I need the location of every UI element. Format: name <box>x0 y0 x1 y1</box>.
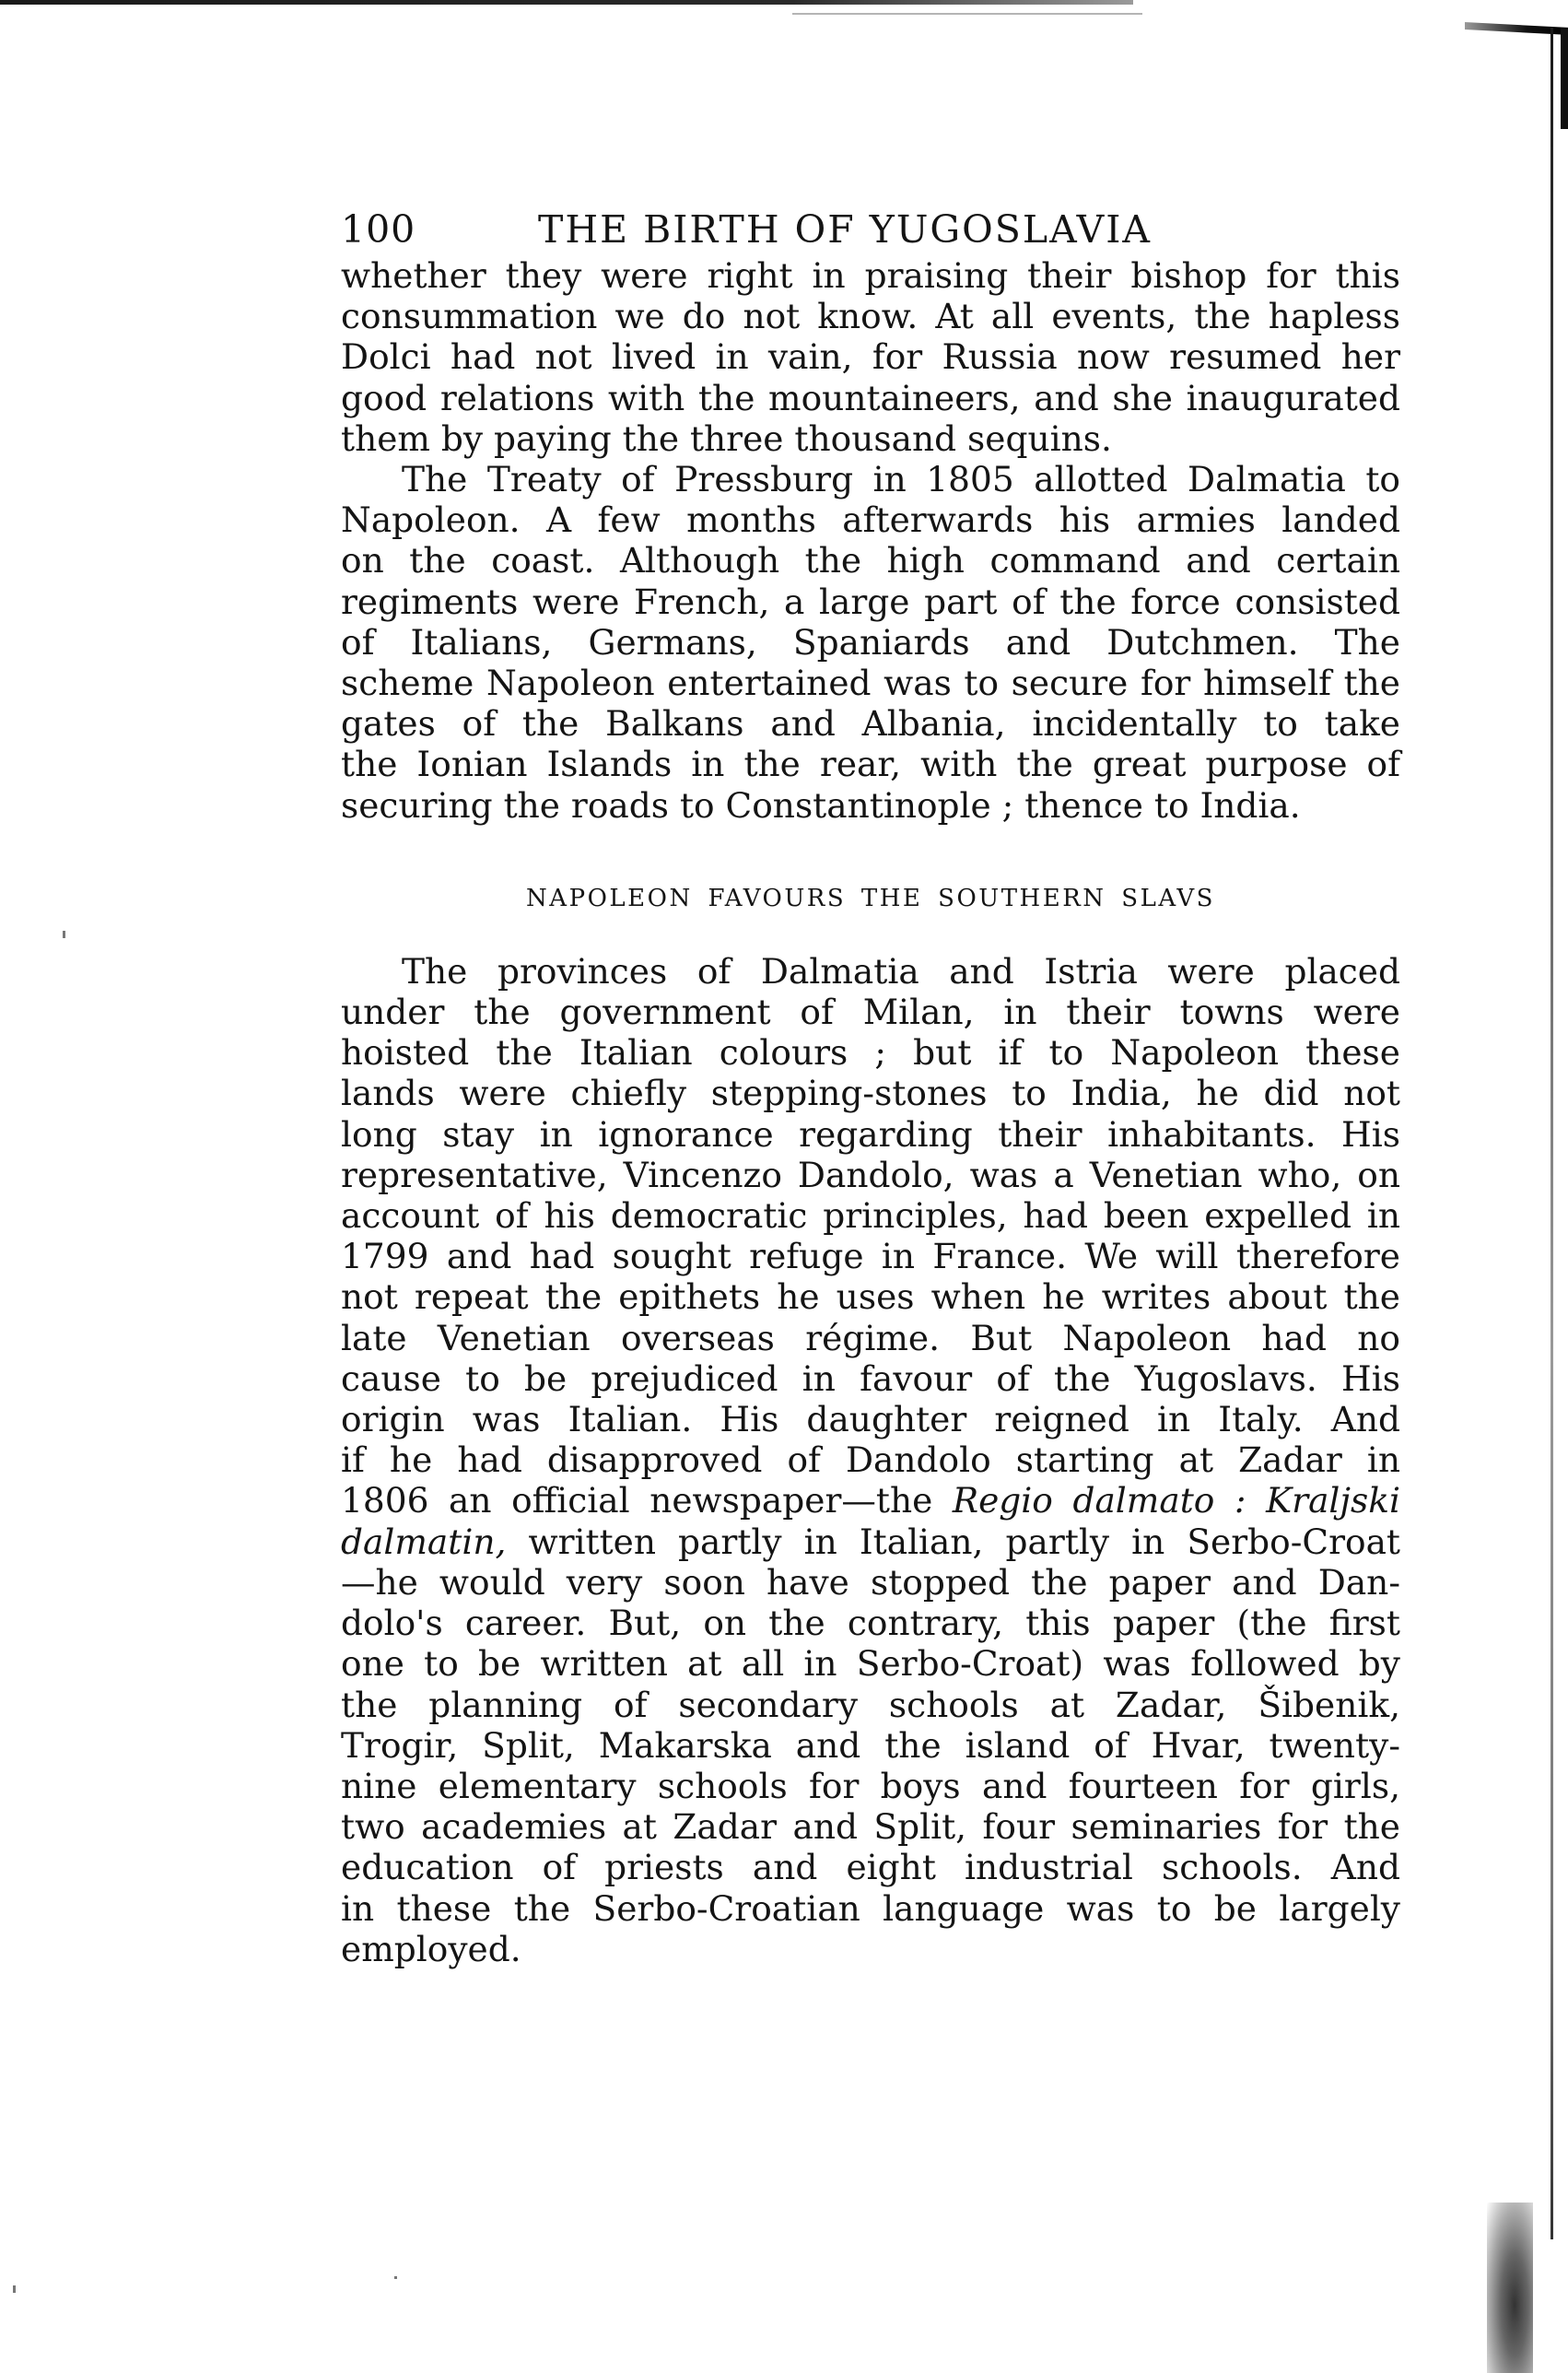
text-line: securing the roads to Constantinople ; thence to India. <box>341 784 1301 826</box>
newspaper-title: Regio dalmato : Kraljski <box>952 1480 1401 1521</box>
text-line: origin was Italian. His daughter reigned in Italy. And <box>341 1399 1400 1440</box>
running-title: THE BIRTH OF YUGOSLAVIA <box>538 207 1153 252</box>
text-line: Napoleon. A few months afterwards his armies landed <box>341 499 1400 541</box>
text-line: on the coast. Although the high command and certain <box>341 540 1400 582</box>
text-line: long stay in ignorance regarding their inhabitants. His <box>341 1113 1400 1155</box>
scan-speck <box>394 2276 397 2279</box>
text-line: late Venetian overseas régime. But Napoleon had no <box>341 1317 1400 1358</box>
binding-edge-corner <box>1561 28 1568 129</box>
text-line: regiments were French, a large part of the force consisted <box>341 581 1400 622</box>
text-line: if he had disapproved of Dandolo starting at Zadar in <box>341 1439 1400 1481</box>
paragraph <box>341 255 1400 459</box>
text-line: consummation we do not know. At all events, the hapless <box>341 296 1400 337</box>
text-line: dolo's career. But, on the contrary, this paper (the first <box>341 1603 1400 1644</box>
text-line <box>341 1480 1400 1521</box>
text-line: Trogir, Split, Makarska and the island of Hvar, twenty- <box>341 1724 1400 1766</box>
text-line: Dolci had not lived in vain, for Russia now resumed her <box>341 336 1400 378</box>
text-line <box>341 1521 1400 1562</box>
binding-edge <box>1550 28 1553 2239</box>
paragraph <box>341 459 1400 826</box>
section-heading: NAPOLEON FAVOURS THE SOUTHERN SLAVS <box>526 884 1215 912</box>
newspaper-title-end: dalmatin, <box>341 1521 507 1562</box>
scan-edge-top <box>0 0 1133 5</box>
binding-shadow <box>1487 2203 1533 2373</box>
text-line: two academies at Zadar and Split, four seminaries for the <box>341 1806 1400 1848</box>
text-line: account of his democratic principles, had been expelled in <box>341 1195 1400 1237</box>
text-line: one to be written at all in Serbo-Croat) was followed by <box>341 1643 1400 1685</box>
text-line: hoisted the Italian colours ; but if to Napoleon these <box>341 1032 1400 1074</box>
text-line: gates of the Balkans and Albania, incidentally to take <box>341 703 1400 745</box>
text-segment: written partly in Italian, partly in Serbo-Croat <box>528 1521 1400 1562</box>
text-line: education of priests and eight industrial schools. And <box>341 1847 1400 1888</box>
text-line: good relations with the mountaineers, and she inaugurated <box>341 377 1400 418</box>
text-line: 1799 and had sought refuge in France. We will therefore <box>341 1236 1400 1277</box>
text-line: in these the Serbo-Croatian language was to be largely <box>341 1887 1400 1929</box>
text-line: nine elementary schools for boys and fourteen for girls, <box>341 1765 1400 1806</box>
scan-edge-top-thin <box>792 13 1142 15</box>
text-line: whether they were right in praising their bishop for this <box>341 255 1400 296</box>
book-page <box>341 198 1400 1969</box>
text-line: of Italians, Germans, Spaniards and Dutchmen. The <box>341 621 1400 663</box>
text-segment: 1806 an official newspaper—the <box>341 1480 933 1521</box>
text-line: them by paying the three thousand sequins. <box>341 417 1112 459</box>
text-line: not repeat the epithets he uses when he writes about the <box>341 1276 1400 1318</box>
text-line: the Ionian Islands in the rear, with the great purpose of <box>341 744 1400 785</box>
text-line: cause to be prejudiced in favour of the Yugoslavs. His <box>341 1357 1400 1399</box>
scan-speck <box>63 931 65 938</box>
text-line: The provinces of Dalmatia and Istria were placed <box>402 950 1400 992</box>
text-line: the planning of secondary schools at Zadar, Šibenik, <box>341 1684 1400 1725</box>
text-line: lands were chiefly stepping-stones to India, he did not <box>341 1073 1400 1114</box>
text-line: representative, Vincenzo Dandolo, was a Venetian who, on <box>341 1154 1400 1195</box>
scan-speck <box>13 2285 16 2293</box>
text-line: employed. <box>341 1928 521 1969</box>
text-line: The Treaty of Pressburg in 1805 allotted Dalmatia to <box>402 459 1400 500</box>
text-line: scheme Napoleon entertained was to secure for himself the <box>341 663 1400 704</box>
running-head <box>341 198 1400 253</box>
text-line: —he would very soon have stopped the paper and Dan- <box>341 1561 1400 1603</box>
paragraph <box>341 951 1400 1969</box>
text-line: under the government of Milan, in their towns were <box>341 992 1400 1033</box>
page-number: 100 <box>341 207 416 252</box>
